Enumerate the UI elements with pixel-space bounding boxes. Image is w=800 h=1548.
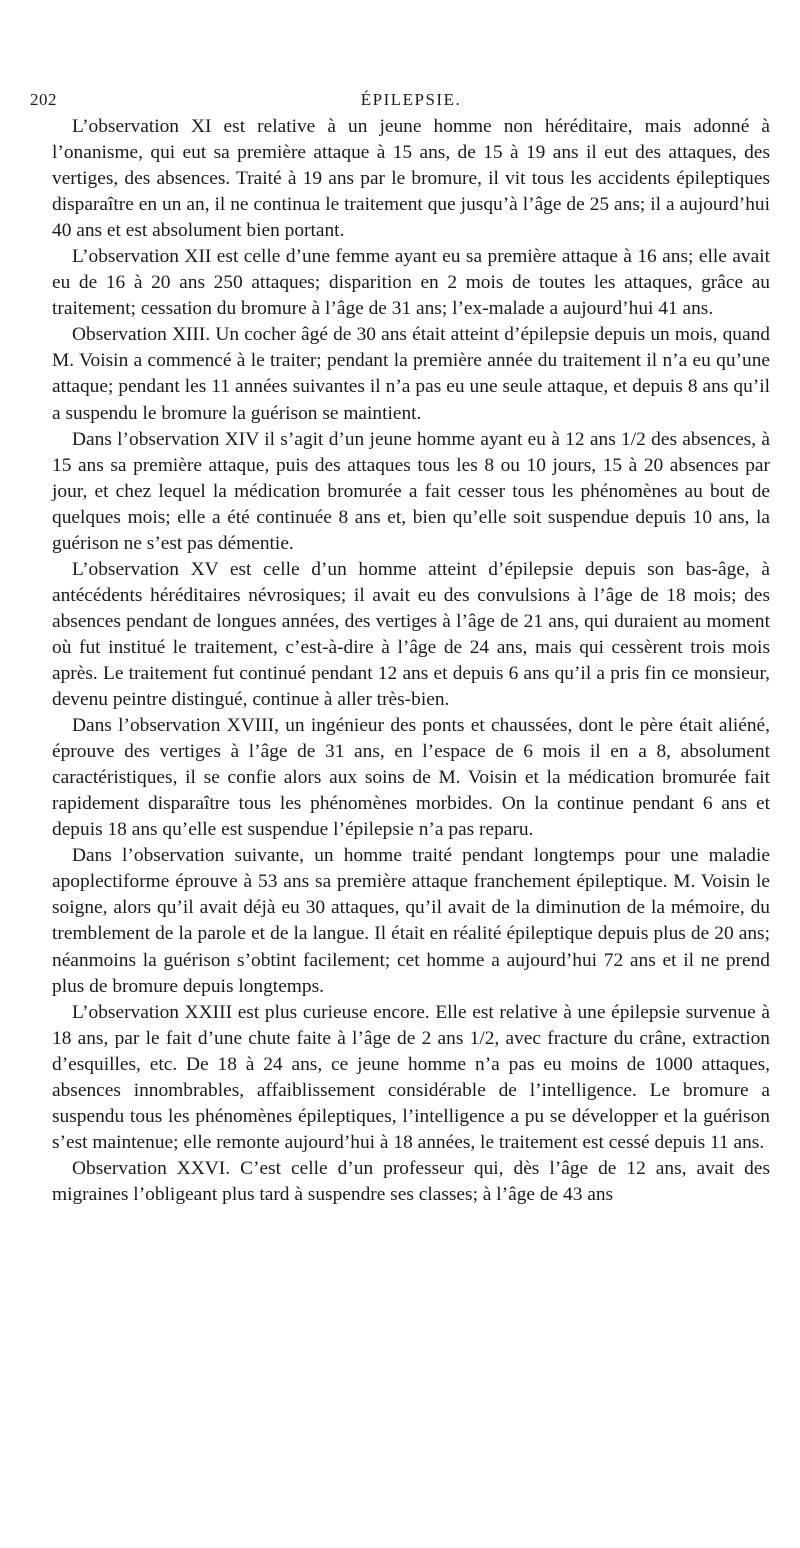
paragraph-observation-xiii: Observation XIII. Un cocher âgé de 30 ans était atteint d’épilepsie depuis un mois, quand M. Voisin a commencé à le traiter; pendant la première année du traitement il n’a eu qu’une attaque; pendant les 11 années suivantes il n’a pas eu une seule attaque, et depuis 8 ans qu’il a suspendu le bromure la guérison se maintient. xyxy=(52,324,770,424)
paragraph-observation-xxvi: Observation XXVI. C’est celle d’un professeur qui, dès l’âge de 12 ans, avait des migraines l’obligeant plus tard à suspendre ses classes; à l’âge de 43 ans xyxy=(52,1157,770,1205)
running-title: ÉPILEPSIE. xyxy=(360,90,462,109)
page-number: 202 xyxy=(30,90,57,109)
paragraph-observation-xv: L’observation XV est celle d’un homme atteint d’épilepsie depuis son bas-âge, à antécédents héréditaires névrosiques; il avait eu des convulsions à l’âge de 18 mois; des absences pendant de longues années, des vertiges à l’âge de 21 ans, qui duraient au moment où fut institué le traitement, c’est-à-dire à l’âge de 24 ans, mais qui cessèrent trois mois après. Le traitement fut continué pendant 12 ans et depuis 6 ans qu’il a pris fin ce monsieur, devenu peintre distingué, continue à aller très-bien. xyxy=(52,558,770,711)
paragraph-observation-xii: L’observation XII est celle d’une femme ayant eu sa première attaque à 16 ans; elle avait eu de 16 à 20 ans 250 attaques; disparition en 2 mois de toutes les attaques, grâce au traitement; cessation du bromure à l’âge de 31 ans; l’ex-malade a aujourd’hui 41 ans. xyxy=(52,246,770,320)
body-text xyxy=(52,114,770,1208)
paragraph-observation-xviii: Dans l’observation XVIII, un ingénieur des ponts et chaussées, dont le père était aliéné, éprouve des vertiges à l’âge de 31 ans, en l’espace de 6 mois il en a 8, absolument caractéristiques, il se confie alors aux soins de M. Voisin et la médication bromurée fait rapidement disparaître tous les phénomènes morbides. On la continue pendant 6 ans et depuis 18 ans qu’elle est suspendue l’épilepsie n’a pas reparu. xyxy=(52,715,770,841)
paragraph-observation-xi: L’observation XI est relative à un jeune homme non héréditaire, mais adonné à l’onanisme, qui eut sa première attaque à 15 ans, de 15 à 19 ans il eut des attaques, des vertiges, des absences. Traité à 19 ans par le bromure, il vit tous les accidents épileptiques disparaître en un an, il ne continua le traitement que jusqu’à l’âge de 25 ans; il a aujourd’hui 40 ans et est absolument bien portant. xyxy=(52,116,770,242)
paragraph-observation-suivante: Dans l’observation suivante, un homme traité pendant longtemps pour une maladie apoplectiforme éprouve à 53 ans sa première attaque franchement épileptique. M. Voisin le soigne, alors qu’il avait déjà eu 30 attaques, qu’il avait de la diminution de la mémoire, du tremblement de la parole et de la langue. Il était en réalité épileptique depuis plus de 20 ans; néanmoins la guérison s’obtint facilement; cet homme a aujourd’hui 72 ans et il ne prend plus de bromure depuis longtemps. xyxy=(52,845,770,997)
paragraph-observation-xiv: Dans l’observation XIV il s’agit d’un jeune homme ayant eu à 12 ans 1/2 des absences, à 15 ans sa première attaque, puis des attaques tous les 8 ou 10 jours, 15 à 20 absences par jour, et chez lequel la médication bromurée a fait cesser tous les phénomènes au bout de quelques mois; elle a été continuée 8 ans et, bien qu’elle soit suspendue depuis 10 ans, la guérison ne s’est pas démentie. xyxy=(52,428,770,554)
running-head xyxy=(30,88,770,114)
paragraph-observation-xxiii: L’observation XXIII est plus curieuse encore. Elle est relative à une épilepsie survenue à 18 ans, par le fait d’une chute faite à l’âge de 2 ans 1/2, avec fracture du crâne, extraction d’esquilles, etc. De 18 à 24 ans, ce jeune homme n’a pas eu moins de 1000 attaques, absences innombrables, affaiblissement considérable de l’intelligence. Le bromure a suspendu tous les phénomènes épileptiques, l’intelligence a pu se développer et la guérison s’est maintenue; elle remonte aujourd’hui à 18 années, le traitement est cessé depuis 11 ans. xyxy=(52,1001,770,1153)
book-page xyxy=(30,88,770,1208)
